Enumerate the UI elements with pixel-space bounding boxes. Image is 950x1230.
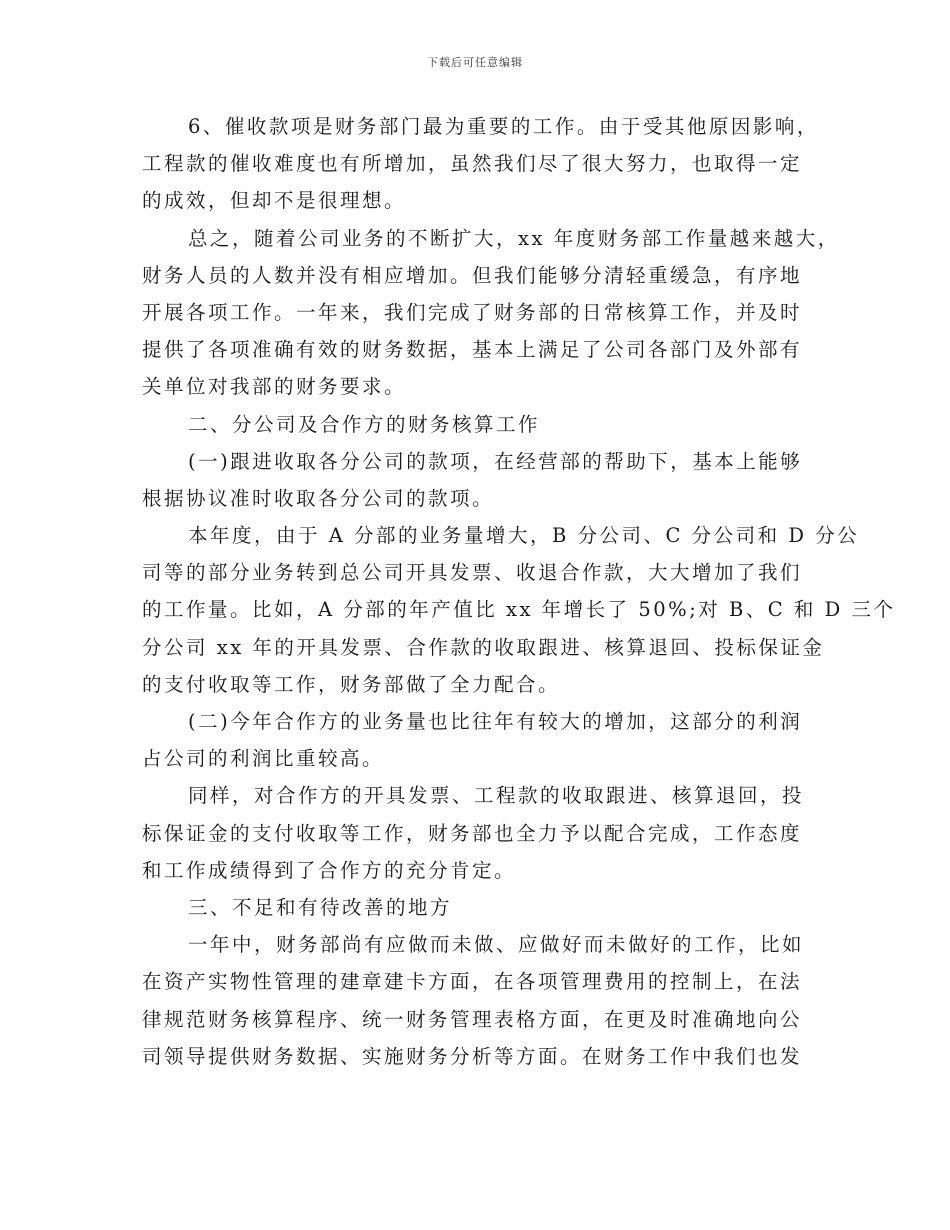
text-line: 占公司的利润比重较高。 bbox=[142, 747, 385, 771]
text-line: 二、分公司及合作方的财务核算工作 bbox=[188, 412, 541, 436]
text-line: 三、不足和有待改善的地方 bbox=[188, 895, 453, 919]
text-line: 提供了各项准确有效的财务数据，基本上满足了公司各部门及外部有 bbox=[142, 338, 803, 362]
page-header: 下载后可任意编辑 bbox=[427, 56, 523, 69]
text-line: 的成效，但却不是很理想。 bbox=[142, 189, 407, 213]
text-line: 6、催收款项是财务部门最为重要的工作。由于受其他原因影响， bbox=[188, 115, 819, 138]
text-line: 在资产实物性管理的建章建卡方面，在各项管理费用的控制上，在法 bbox=[142, 970, 803, 994]
text-line: 司等的部分业务转到总公司开具发票、收退合作款，大大增加了我们 bbox=[142, 561, 803, 585]
text-line: 工程款的催收难度也有所增加，虽然我们尽了很大努力，也取得一定 bbox=[142, 152, 803, 176]
text-line: 一年中，财务部尚有应做而未做、应做好而未做好的工作，比如 bbox=[188, 933, 805, 957]
text-line: 总之，随着公司业务的不断扩大，xx 年度财务部工作量越来越大， bbox=[188, 226, 840, 250]
text-line: 和工作成绩得到了合作方的充分肯定。 bbox=[142, 858, 517, 882]
text-line: (一)跟进收取各分公司的款项，在经营部的帮助下，基本上能够 bbox=[188, 449, 803, 473]
text-line: 关单位对我部的财务要求。 bbox=[142, 375, 407, 399]
text-line: 开展各项工作。一年来，我们完成了财务部的日常核算工作，并及时 bbox=[142, 300, 803, 324]
text-line: 标保证金的支付收取等工作，财务部也全力予以配合完成，工作态度 bbox=[142, 821, 803, 845]
text-line: (二)今年合作方的业务量也比往年有较大的增加，这部分的利润 bbox=[188, 710, 803, 733]
text-line: 同样，对合作方的开具发票、工程款的收取跟进、核算退回，投 bbox=[188, 784, 805, 808]
text-line: 的支付收取等工作，财务部做了全力配合。 bbox=[142, 672, 561, 696]
text-line: 分公司 xx 年的开具发票、合作款的收取跟进、核算退回、投标保证金 bbox=[142, 635, 825, 659]
text-line: 财务人员的人数并没有相应增加。但我们能够分清轻重缓急，有序地 bbox=[142, 263, 803, 287]
text-line: 的工作量。比如，A 分部的年产值比 xx 年增长了 50%;对 B、C 和 D 三个 bbox=[142, 598, 896, 622]
document-body bbox=[142, 108, 896, 1075]
text-line: 律规范财务核算程序、统一财务管理表格方面，在更及时准确地向公 bbox=[142, 1007, 803, 1031]
text-line: 本年度，由于 A 分部的业务量增大，B 分公司、C 分公司和 D 分公 bbox=[188, 524, 860, 548]
text-line: 根据协议准时收取各分公司的款项。 bbox=[142, 486, 495, 510]
text-line: 司领导提供财务数据、实施财务分析等方面。在财务工作中我们也发 bbox=[142, 1044, 803, 1068]
